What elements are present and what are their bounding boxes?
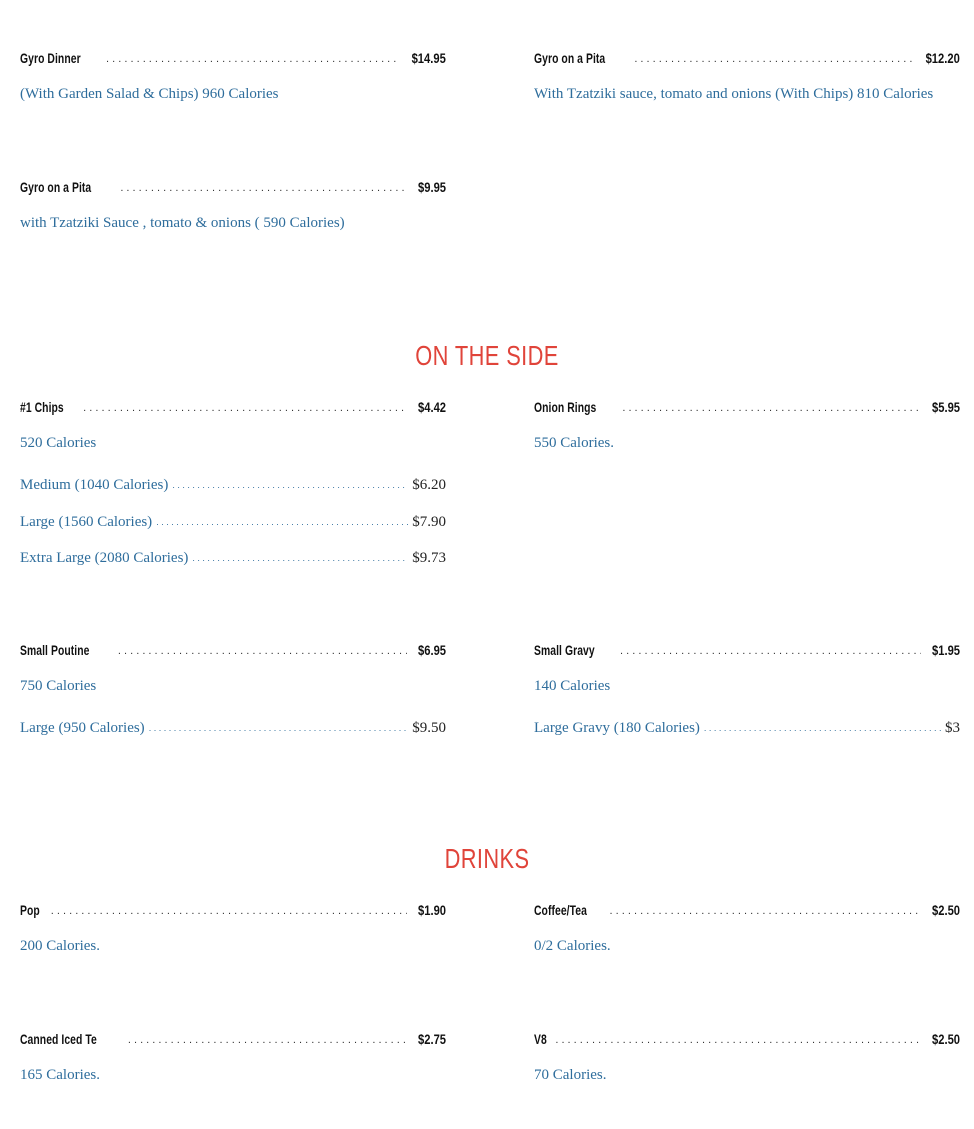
- size-price: $6.20: [412, 477, 446, 493]
- item-name: Canned Iced Te: [20, 1031, 97, 1047]
- size-option-row: [20, 550, 446, 567]
- item-description: 70 Calories.: [534, 1067, 607, 1083]
- menu-item-v8: [534, 1031, 960, 1084]
- item-description: 550 Calories.: [534, 435, 614, 451]
- item-price: $14.95: [411, 50, 446, 66]
- size-price: $3: [945, 720, 960, 736]
- section-heading-drinks: DRINKS: [444, 843, 530, 874]
- item-description: (With Garden Salad & Chips) 960 Calories: [20, 86, 279, 102]
- item-name: Gyro Dinner: [20, 50, 81, 66]
- item-price: $4.42: [417, 399, 446, 415]
- dot-leader: [106, 53, 399, 65]
- dot-leader: [610, 905, 921, 917]
- item-name: Gyro on a Pita: [20, 179, 92, 195]
- size-name: Large (950 Calories): [20, 720, 145, 736]
- item-description: 520 Calories: [20, 435, 97, 451]
- dot-leader: [156, 517, 408, 527]
- item-price: $2.50: [931, 902, 960, 918]
- menu-item-small-poutine: [20, 642, 446, 695]
- size-price: $7.90: [412, 514, 446, 530]
- menu-item-canned-iced-tea: [20, 1031, 446, 1084]
- size-name: Large (1560 Calories): [20, 514, 153, 530]
- dot-leader: [172, 480, 408, 490]
- item-name: Gyro on a Pita: [534, 50, 606, 66]
- menu-item-onion-rings: [534, 399, 960, 452]
- size-price: $9.73: [412, 550, 446, 566]
- item-name: Pop: [20, 902, 40, 918]
- dot-leader: [620, 645, 921, 657]
- item-price: $9.95: [417, 179, 446, 195]
- item-description: 165 Calories.: [20, 1067, 100, 1083]
- item-name: Coffee/Tea: [534, 902, 587, 918]
- item-name: Small Poutine: [20, 642, 90, 658]
- item-price: $1.90: [417, 902, 446, 918]
- size-name: Extra Large (2080 Calories): [20, 550, 189, 566]
- item-price: $5.95: [931, 399, 960, 415]
- item-name: Small Gravy: [534, 642, 595, 658]
- item-price: $12.20: [925, 50, 960, 66]
- size-name: Medium (1040 Calories): [20, 477, 169, 493]
- menu-item-gyro-pita: [20, 179, 446, 232]
- item-price: $1.95: [931, 642, 960, 658]
- menu-item-pop: [20, 902, 446, 955]
- dot-leader: [704, 723, 941, 733]
- dot-leader: [118, 645, 407, 657]
- dot-leader: [555, 1034, 921, 1046]
- dot-leader: [120, 182, 407, 194]
- size-option-row: [20, 514, 446, 531]
- item-description: 750 Calories: [20, 678, 97, 694]
- item-price: $6.95: [417, 642, 446, 658]
- item-name: #1 Chips: [20, 399, 64, 415]
- item-name: V8: [534, 1031, 547, 1047]
- size-option-row: [20, 720, 446, 737]
- item-description: with Tzatziki Sauce , tomato & onions ( 590 Calories): [20, 215, 345, 231]
- item-description: With Tzatziki sauce, tomato and onions (With Chips) 810 Calories: [534, 86, 934, 102]
- dot-leader: [622, 402, 921, 414]
- size-option-row: [534, 720, 960, 737]
- menu-item-chips: [20, 399, 446, 452]
- dot-leader: [634, 53, 913, 65]
- size-price: $9.50: [412, 720, 446, 736]
- item-name: Onion Rings: [534, 399, 597, 415]
- size-option-row: [20, 477, 446, 494]
- item-description: 140 Calories: [534, 678, 611, 694]
- menu-item-gyro-pita-chips: [534, 50, 960, 103]
- dot-leader: [51, 905, 407, 917]
- dot-leader: [192, 553, 408, 563]
- dot-leader: [128, 1034, 407, 1046]
- menu-item-small-gravy: [534, 642, 960, 695]
- item-price: $2.50: [931, 1031, 960, 1047]
- section-heading-on-the-side: ON THE SIDE: [415, 340, 559, 371]
- dot-leader: [149, 723, 409, 733]
- item-description: 200 Calories.: [20, 938, 100, 954]
- menu-item-gyro-dinner: [20, 50, 446, 103]
- item-description: 0/2 Calories.: [534, 938, 611, 954]
- size-name: Large Gravy (180 Calories): [534, 720, 700, 736]
- item-price: $2.75: [417, 1031, 446, 1047]
- dot-leader: [83, 402, 407, 414]
- menu-item-coffee-tea: [534, 902, 960, 955]
